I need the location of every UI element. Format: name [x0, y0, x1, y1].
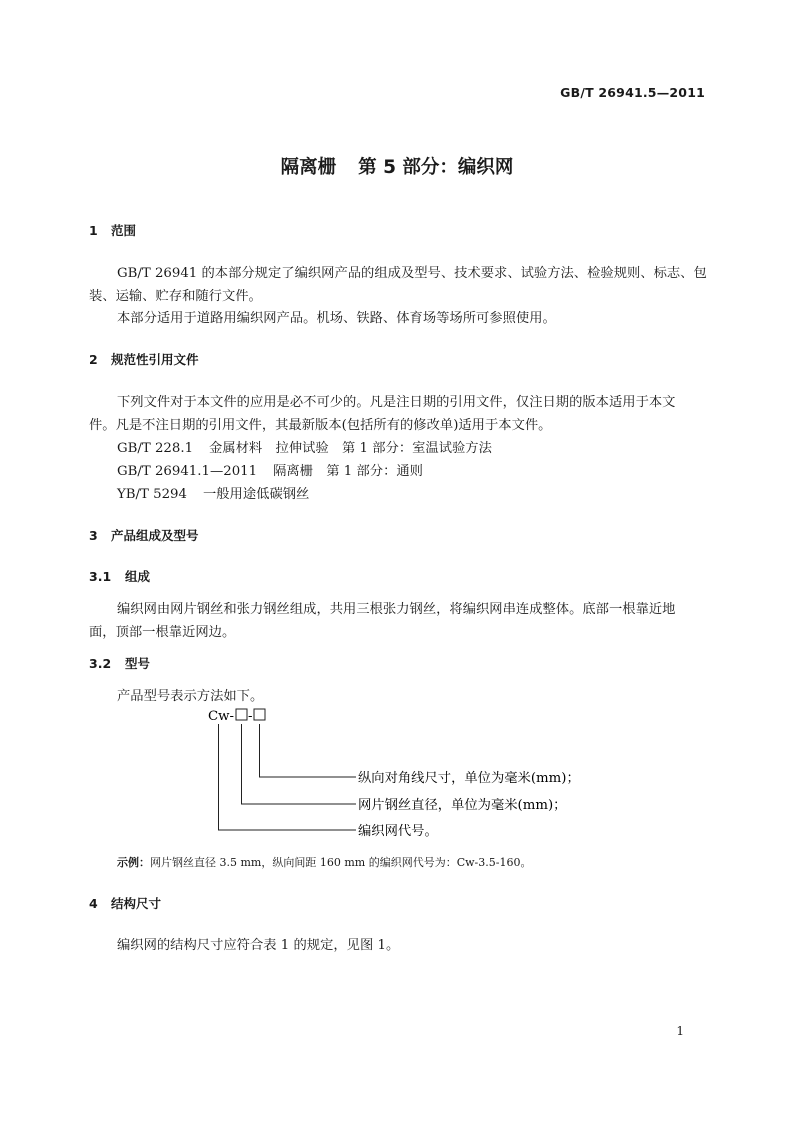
label-diagonal: 纵向对角线尺寸，单位为毫米(mm)； — [358, 771, 580, 786]
label-code: 编织网代号。 — [358, 824, 438, 839]
s2-paragraph-line: 下列文件对于本文件的应用是必不可少的。凡是注日期的引用文件，仅注日期的版本适用于本文 — [117, 395, 676, 410]
reference-code: GB/T 26941.1—2011 — [117, 464, 258, 479]
section-title: 组成 — [125, 569, 151, 584]
example-text: 网片钢丝直径 3.5 mm，纵向间距 160 mm 的编织网代号为：Cw-3.5-160。 — [150, 856, 532, 869]
reference-item — [117, 460, 423, 479]
leader-line-diagonal — [260, 724, 357, 777]
reference-title: 金属材料 拉伸试验 第 1 部分：室温试验方法 — [209, 441, 492, 456]
section-number: 3 — [89, 528, 98, 543]
s31-paragraph-line: 面，顶部一根靠近网边。 — [89, 625, 236, 640]
section-title: 范围 — [111, 223, 137, 238]
reference-code: YB/T 5294 — [117, 487, 187, 502]
s4-paragraph: 编织网的结构尺寸应符合表 1 的规定，见图 1。 — [117, 938, 400, 953]
section-3-1-heading — [89, 567, 150, 585]
s2-paragraph-line: 件。凡是不注日期的引用文件，其最新版本(包括所有的修改单)适用于本文件。 — [89, 418, 552, 433]
leader-line-diameter — [242, 724, 357, 804]
s32-intro: 产品型号表示方法如下。 — [117, 689, 264, 704]
reference-item — [117, 483, 309, 502]
section-2-heading — [89, 350, 199, 368]
section-1-heading — [89, 221, 136, 239]
section-number: 2 — [89, 352, 98, 367]
section-number: 1 — [89, 223, 98, 238]
title-part2: 第 5 部分：编织网 — [358, 157, 514, 178]
s1-paragraph: 本部分适用于道路用编织网产品。机场、铁路、体育场等场所可参照使用。 — [117, 311, 556, 326]
leader-line-code — [219, 724, 357, 830]
section-3-heading — [89, 526, 199, 544]
section-number: 3.2 — [89, 656, 112, 671]
s1-paragraph-line: GB/T 26941 的本部分规定了编织网产品的组成及型号、技术要求、试验方法、检验规则、标志、包 — [117, 266, 707, 281]
example-note — [117, 854, 531, 870]
section-title: 结构尺寸 — [111, 896, 162, 911]
title-part1: 隔离栅 — [280, 157, 337, 178]
section-title: 型号 — [125, 656, 151, 671]
standard-code: GB/T 26941.5—2011 — [560, 85, 705, 100]
reference-code: GB/T 228.1 — [117, 441, 194, 456]
reference-item — [117, 437, 492, 456]
model-separator: - — [248, 709, 253, 724]
page-number: 1 — [676, 1024, 684, 1038]
model-prefix: Cw- — [208, 709, 235, 724]
section-number: 3.1 — [89, 569, 112, 584]
page-title — [0, 153, 794, 179]
reference-title: 隔离栅 第 1 部分：通则 — [273, 464, 423, 479]
label-diameter: 网片钢丝直径，单位为毫米(mm)； — [358, 798, 567, 813]
reference-title: 一般用途低碳钢丝 — [202, 487, 310, 502]
section-title: 产品组成及型号 — [111, 528, 199, 543]
section-3-2-heading — [89, 654, 150, 672]
placeholder-box-diagonal — [254, 709, 265, 720]
s1-paragraph-line: 装、运输、贮存和随行文件。 — [89, 289, 262, 304]
section-title: 规范性引用文件 — [111, 352, 199, 367]
s31-paragraph-line: 编织网由网片钢丝和张力钢丝组成，共用三根张力钢丝，将编织网串连成整体。底部一根靠近地 — [117, 602, 676, 617]
section-4-heading — [89, 894, 161, 912]
section-number: 4 — [89, 896, 98, 911]
placeholder-box-diameter — [236, 709, 247, 720]
example-label: 示例： — [117, 856, 150, 869]
